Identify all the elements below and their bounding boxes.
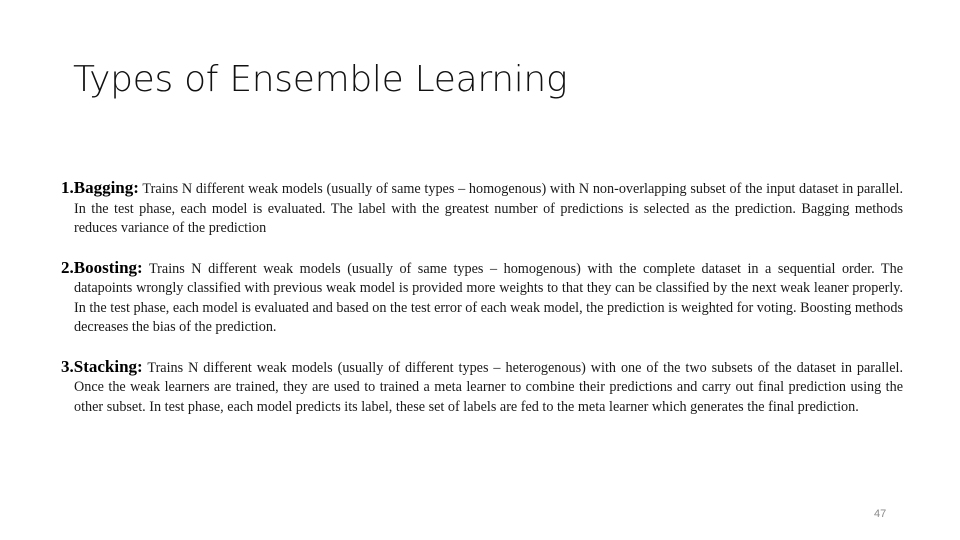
- item-term: Boosting:: [73, 257, 143, 277]
- list-item-stacking: [61, 357, 903, 418]
- page-number: 47: [874, 508, 887, 520]
- item-number: 3.: [61, 356, 74, 376]
- item-term: Bagging:: [73, 178, 139, 197]
- item-number: 1.: [61, 178, 74, 197]
- item-description: Trains N different weak models (usually of different types – heterogenous) with one of the two subsets of the dataset in parallel. Once the weak learners are trained, they are used to trained a meta learner to combine their predictions and carry out final prediction using the other subset. In test phase, each model predicts its label, these set of labels are fed to the meta learner which generates the final prediction.: [74, 359, 903, 415]
- list-item-bagging: [61, 178, 903, 239]
- slide-title: Types of Ensemble Learning: [73, 59, 568, 100]
- item-description: Trains N different weak models (usually of same types – homogenous) with N non-overlapping subset of the input dataset in parallel. In the test phase, each model is evaluated. The label with the greatest number of predictions is selected as the prediction. Bagging methods reduces variance of the prediction: [74, 181, 903, 236]
- item-heading: [61, 178, 139, 197]
- ensemble-types-list: [61, 178, 903, 436]
- item-heading: [61, 258, 143, 277]
- item-description: Trains N different weak models (usually of same types – homogenous) with the complete dataset in a sequential order. The datapoints wrongly classified with previous weak model is provided more weights to that they can be classified by the next weak leaner properly. In the test phase, each model is evaluated and based on the test error of each weak model, the prediction is weighted for voting. Boosting methods decreases the bias of the prediction.: [74, 260, 903, 335]
- item-number: 2.: [61, 257, 74, 277]
- item-heading: [61, 357, 143, 376]
- list-item-boosting: [61, 258, 903, 338]
- item-term: Stacking:: [73, 356, 143, 376]
